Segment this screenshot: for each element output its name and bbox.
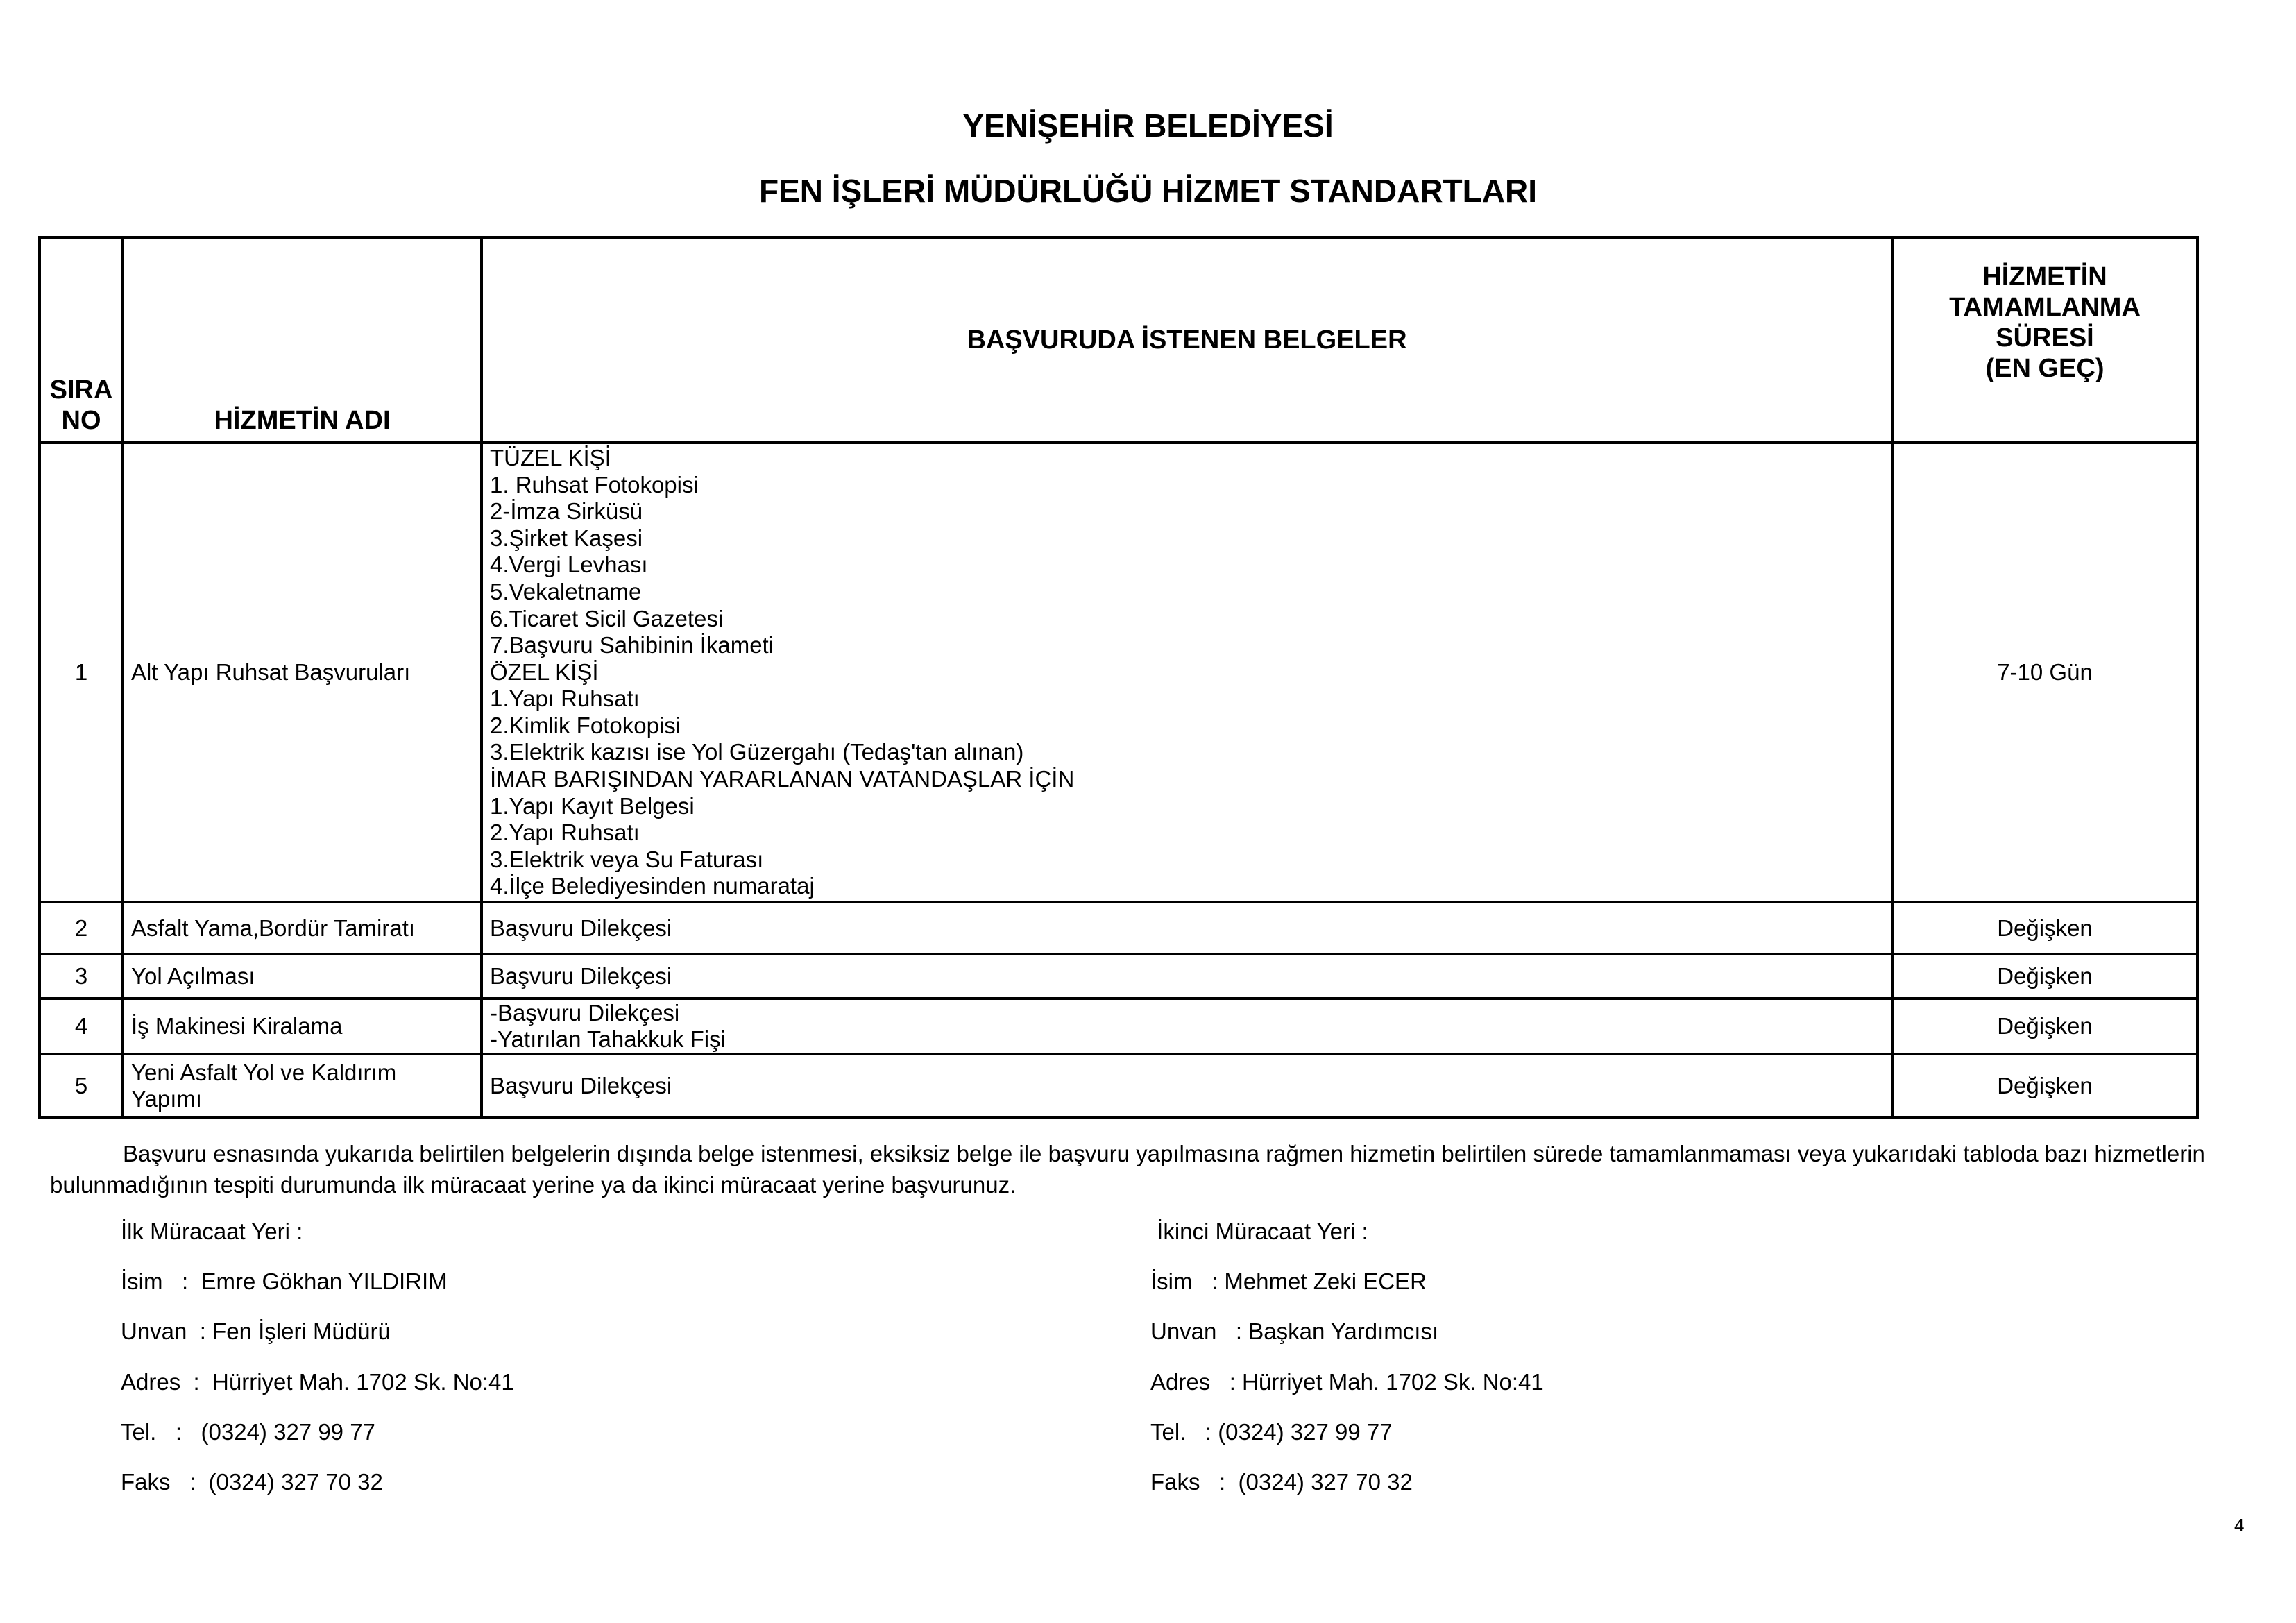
table-row — [40, 999, 2197, 1054]
header-duration: HİZMETİN TAMAMLANMA SÜRESİ (EN GEÇ) — [1892, 237, 2197, 443]
table-header-row — [40, 237, 2197, 443]
header-documents: BAŞVURUDA İSTENEN BELGELER — [482, 237, 1892, 443]
page-title: YENİŞEHİR BELEDİYESİ — [962, 108, 1334, 144]
second-contact-address: Adres : Hürriyet Mah. 1702 Sk. No:41 — [1150, 1369, 1544, 1395]
service-name: Alt Yapı Ruhsat Başvuruları — [123, 443, 482, 902]
document-item: 4.İlçe Belediyesinden numarataj — [490, 873, 815, 899]
document-item: 2.Yapı Ruhsatı — [490, 819, 640, 846]
document-item: İMAR BARIŞINDAN YARARLANAN VATANDAŞLAR İÇİN — [490, 766, 1075, 792]
required-documents — [482, 443, 1892, 902]
second-contact-title: Unvan : Başkan Yardımcısı — [1150, 1318, 1439, 1344]
row-number: 4 — [40, 999, 123, 1054]
table-row — [40, 1054, 2197, 1117]
header-service-name: HİZMETİN ADI — [123, 237, 482, 443]
required-documents: -Başvuru Dilekçesi -Yatırılan Tahakkuk Fişi — [482, 999, 1892, 1054]
service-name: Yeni Asfalt Yol ve Kaldırım Yapımı — [123, 1054, 482, 1117]
document-item: 5.Vekaletname — [490, 578, 642, 604]
application-note: Başvuru esnasında yukarıda belirtilen belgelerin dışında belge istenmesi, eksiksiz belge ile başvuru yapılmasına rağmen hizmetin belirtilen sürede tamamlanmaması veya yukarıdaki tabloda bazı hizmetlerin bulunmadığının tespiti durumunda ilk müracaat yerine ya da ikinci müracaat yerine başvurunuz. — [50, 1141, 2205, 1198]
document-item: 2-İmza Sirküsü — [490, 498, 643, 525]
service-name: Yol Açılması — [123, 954, 482, 999]
document-item: ÖZEL KİŞİ — [490, 658, 599, 685]
first-contact-fax: Faks : (0324) 327 70 32 — [121, 1469, 383, 1495]
header-sira-no: SIRA NO — [40, 237, 123, 443]
document-item: 3.Şirket Kaşesi — [490, 525, 643, 551]
second-contact-heading: İkinci Müracaat Yeri : — [1150, 1218, 1368, 1244]
document-item: 4.Vergi Levhası — [490, 552, 648, 578]
row-number: 5 — [40, 1054, 123, 1117]
document-item: TÜZEL KİŞİ — [490, 444, 611, 470]
completion-duration: 7-10 Gün — [1892, 443, 2197, 902]
second-contact-fax: Faks : (0324) 327 70 32 — [1150, 1469, 1413, 1495]
required-documents: Başvuru Dilekçesi — [482, 1054, 1892, 1117]
completion-duration: Değişken — [1892, 1054, 2197, 1117]
document-item: 1. Ruhsat Fotokopisi — [490, 471, 699, 498]
document-item: 1.Yapı Kayıt Belgesi — [490, 792, 695, 819]
first-contact-name: İsim : Emre Gökhan YILDIRIM — [121, 1268, 448, 1294]
table-row — [40, 443, 2197, 902]
document-item: 3.Elektrik veya Su Faturası — [490, 846, 764, 872]
second-contact-tel: Tel. : (0324) 327 99 77 — [1150, 1419, 1393, 1445]
completion-duration: Değişken — [1892, 954, 2197, 999]
required-documents: Başvuru Dilekçesi — [482, 954, 1892, 999]
page-subtitle: FEN İŞLERİ MÜDÜRLÜĞÜ HİZMET STANDARTLARI — [759, 173, 1537, 209]
completion-duration: Değişken — [1892, 999, 2197, 1054]
second-contact-name: İsim : Mehmet Zeki ECER — [1150, 1268, 1427, 1294]
page-number: 4 — [2234, 1515, 2245, 1536]
first-contact-tel: Tel. : (0324) 327 99 77 — [121, 1419, 375, 1445]
completion-duration: Değişken — [1892, 902, 2197, 954]
first-contact-address: Adres : Hürriyet Mah. 1702 Sk. No:41 — [121, 1369, 514, 1395]
first-contact-heading: İlk Müracaat Yeri : — [121, 1218, 303, 1244]
document-item: 1.Yapı Ruhsatı — [490, 686, 640, 712]
document-item: 2.Kimlik Fotokopisi — [490, 712, 681, 738]
row-number: 2 — [40, 902, 123, 954]
service-standards-table — [38, 236, 2199, 1119]
row-number: 1 — [40, 443, 123, 902]
first-contact-title: Unvan : Fen İşleri Müdürü — [121, 1318, 391, 1344]
row-number: 3 — [40, 954, 123, 999]
document-item: 7.Başvuru Sahibinin İkameti — [490, 632, 774, 658]
service-name: İş Makinesi Kiralama — [123, 999, 482, 1054]
table-row — [40, 954, 2197, 999]
required-documents: Başvuru Dilekçesi — [482, 902, 1892, 954]
service-name: Asfalt Yama,Bordür Tamiratı — [123, 902, 482, 954]
document-item: 3.Elektrik kazısı ise Yol Güzergahı (Tedaş'tan alınan) — [490, 739, 1024, 765]
table-row — [40, 902, 2197, 954]
document-item: 6.Ticaret Sicil Gazetesi — [490, 605, 724, 631]
